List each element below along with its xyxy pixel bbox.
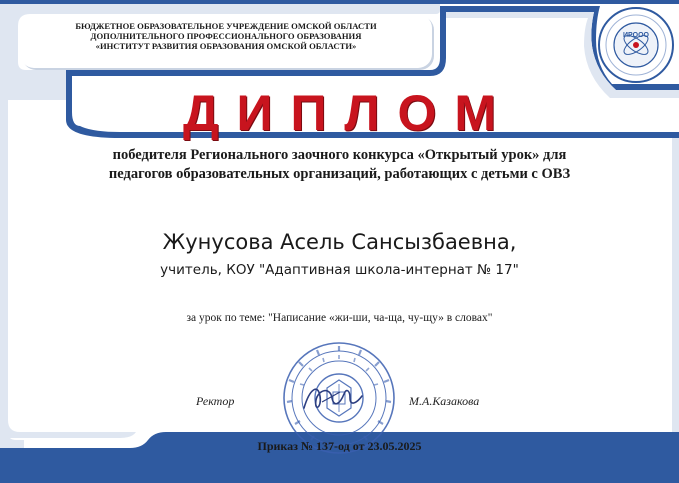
diploma-title: ДИПЛОМ [182,85,515,141]
institute-emblem-icon [597,6,675,84]
rector-name: М.А.Казакова [409,394,480,408]
subtitle-line-2: педагогов образовательных организаций, работающих с детьми с ОВЗ [108,166,571,182]
subtitle-line-1: победителя Регионального заочного конкурса «Открытый урок» для [112,147,567,163]
order-reference: Приказ № 137-од от 23.05.2025 [257,439,422,453]
lesson-topic: за урок по теме: "Написание «жи-ши, ча-ща, чу-щу» в словах" [186,312,493,324]
logo-text: ИРООО [623,32,649,39]
organization-header [20,14,432,68]
recipient-name: Жунусова Асель Сансызбаевна, [162,230,517,254]
handwritten-signature [300,378,370,418]
org-line-3: «ИНСТИТУТ РАЗВИТИЯ ОБРАЗОВАНИЯ ОМСКОЙ ОБЛАСТИ» [95,41,357,52]
org-line-2: ДОПОЛНИТЕЛЬНОГО ПРОФЕССИОНАЛЬНОГО ОБРАЗОВАНИЯ [90,31,362,42]
org-line-1: БЮДЖЕТНОЕ ОБРАЗОВАТЕЛЬНОЕ УЧРЕЖДЕНИЕ ОМСКОЙ ОБЛАСТИ [75,21,377,31]
rector-label: Ректор [196,394,235,408]
diploma-subtitle [0,146,679,184]
recipient-position: учитель, КОУ "Адаптивная школа-интернат № 17" [160,262,519,278]
